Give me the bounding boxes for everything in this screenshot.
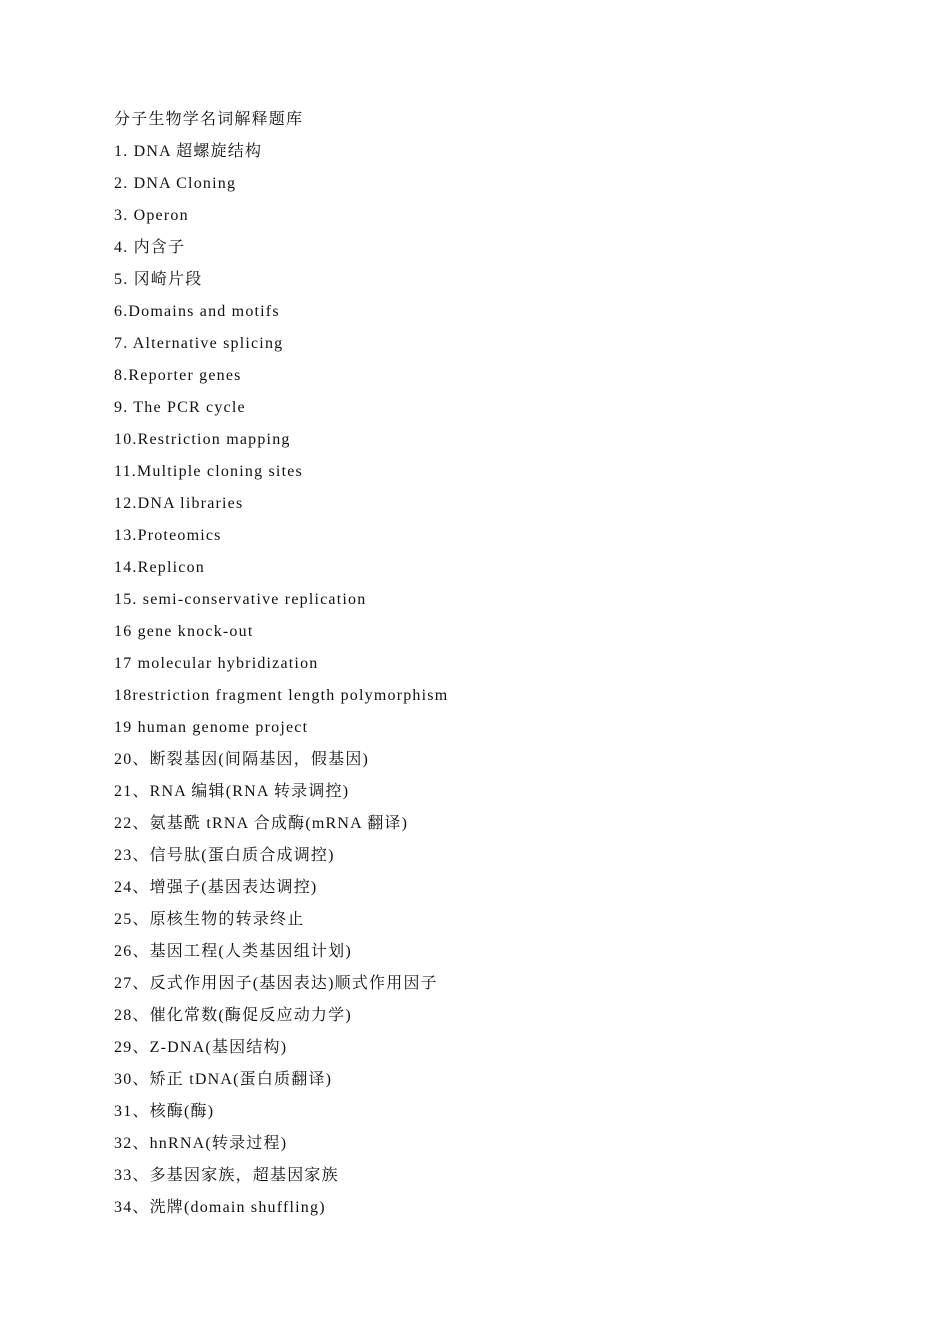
term-item: 6.Domains and motifs xyxy=(114,303,280,320)
term-item: 21、RNA 编辑(RNA 转录调控) xyxy=(114,783,350,800)
term-item: 18restriction fragment length polymorphism xyxy=(114,687,449,704)
term-item: 15. semi-conservative replication xyxy=(114,591,367,608)
term-item: 1. DNA 超螺旋结构 xyxy=(114,143,263,160)
term-item: 7. Alternative splicing xyxy=(114,335,284,352)
term-item: 30、矫正 tDNA(蛋白质翻译) xyxy=(114,1071,333,1088)
term-item: 11.Multiple cloning sites xyxy=(114,463,303,480)
term-item: 25、原核生物的转录终止 xyxy=(114,911,305,928)
term-item: 13.Proteomics xyxy=(114,527,222,544)
term-item: 5. 冈崎片段 xyxy=(114,271,203,288)
term-item: 12.DNA libraries xyxy=(114,495,244,512)
term-item: 19 human genome project xyxy=(114,719,309,736)
term-item: 23、信号肽(蛋白质合成调控) xyxy=(114,847,335,864)
term-item: 8.Reporter genes xyxy=(114,367,242,384)
term-item: 17 molecular hybridization xyxy=(114,655,319,672)
term-item: 9. The PCR cycle xyxy=(114,399,246,416)
term-item: 28、催化常数(酶促反应动力学) xyxy=(114,1007,352,1024)
term-item: 4. 内含子 xyxy=(114,239,186,256)
term-item: 20、断裂基因(间隔基因，假基因) xyxy=(114,751,370,768)
document-title: 分子生物学名词解释题库 xyxy=(114,111,304,128)
term-item: 3. Operon xyxy=(114,207,189,224)
term-list xyxy=(114,108,874,1228)
term-item: 34、洗牌(domain shuffling) xyxy=(114,1199,326,1216)
term-item: 10.Restriction mapping xyxy=(114,431,291,448)
term-item: 22、氨基酰 tRNA 合成酶(mRNA 翻译) xyxy=(114,815,409,832)
term-item: 14.Replicon xyxy=(114,559,205,576)
term-item: 29、Z-DNA(基因结构) xyxy=(114,1039,288,1056)
term-item: 16 gene knock-out xyxy=(114,623,254,640)
term-item: 2. DNA Cloning xyxy=(114,175,237,192)
term-item: 24、增强子(基因表达调控) xyxy=(114,879,318,896)
term-item: 26、基因工程(人类基因组计划) xyxy=(114,943,352,960)
term-item: 32、hnRNA(转录过程) xyxy=(114,1135,288,1152)
term-item: 27、反式作用因子(基因表达)顺式作用因子 xyxy=(114,975,438,992)
term-item: 31、核酶(酶) xyxy=(114,1103,215,1120)
term-item: 33、多基因家族，超基因家族 xyxy=(114,1167,339,1184)
